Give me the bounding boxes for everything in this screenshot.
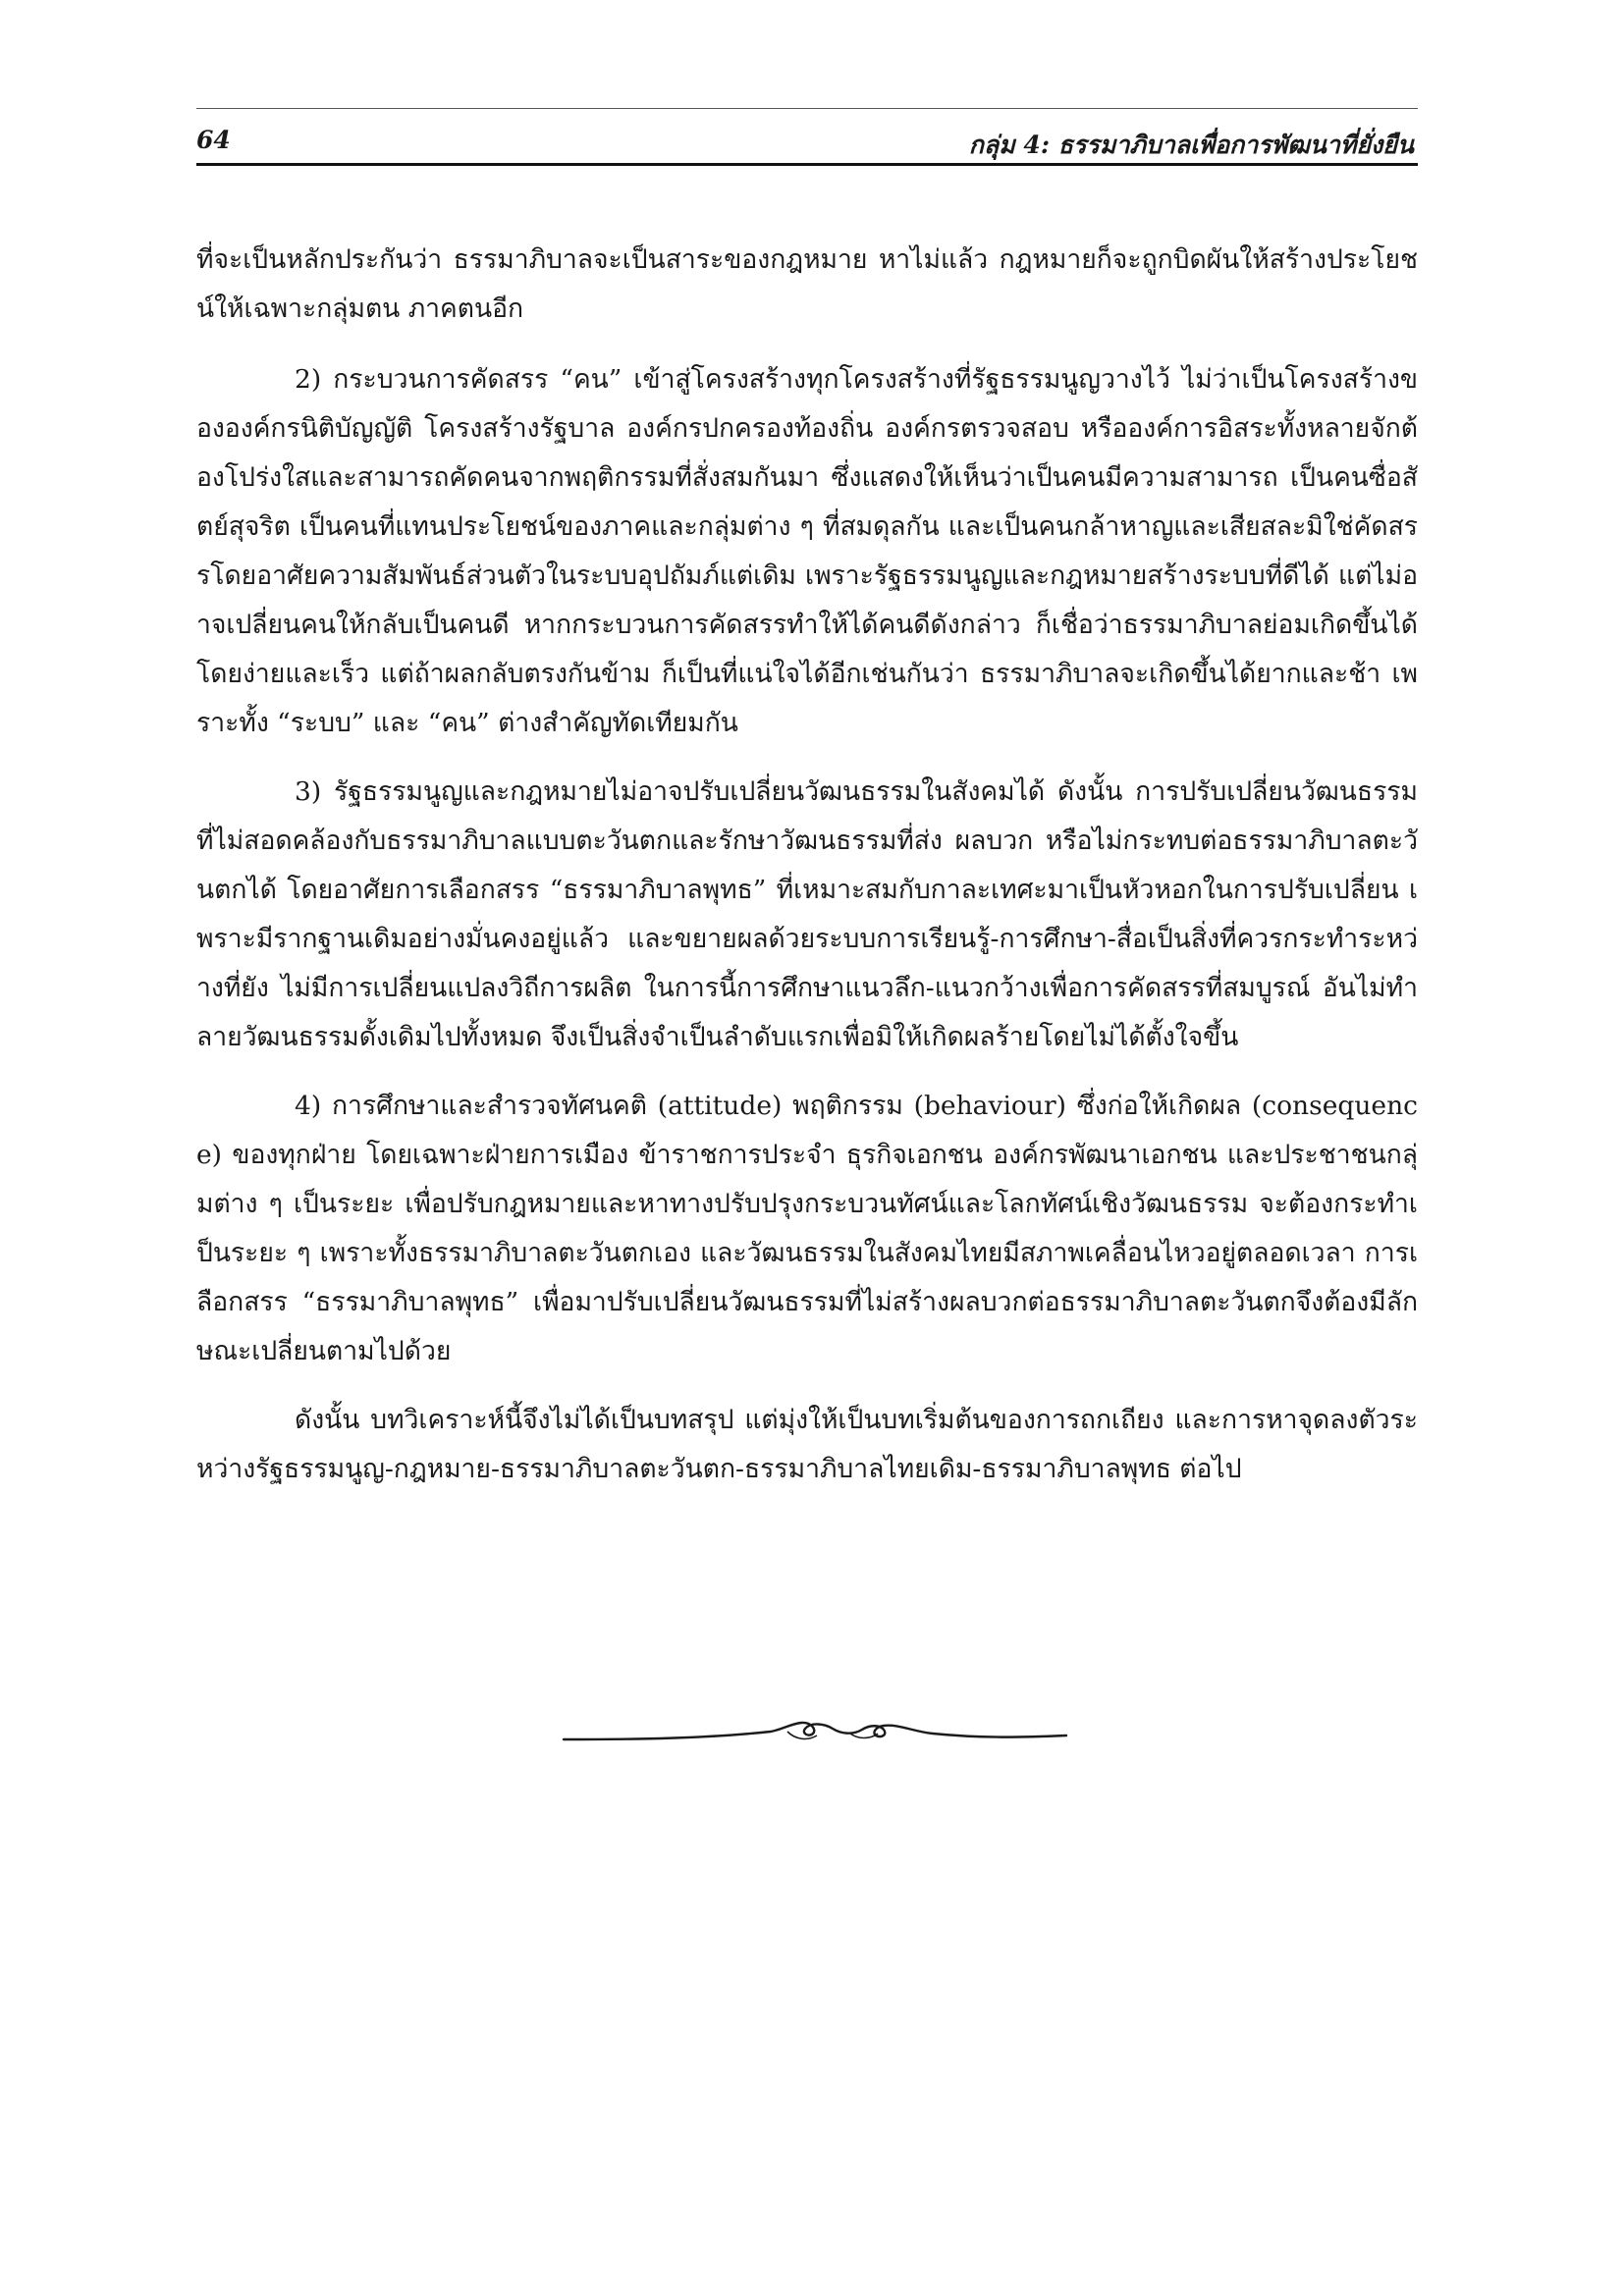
page-number: 64: [196, 126, 231, 154]
header-top-rule: [196, 108, 1418, 109]
body-text: [196, 236, 1418, 1514]
paragraph-continuation: ที่จะเป็นหลักประกันว่า ธรรมาภิบาลจะเป็นสาระของกฎหมาย หาไม่แล้ว กฎหมายก็จะถูกบิดผันให้สร้างประโยชน์ให้เฉพาะกลุ่มตน ภาคตนอีก: [196, 244, 1418, 324]
paragraph-item-2: 2) กระบวนการคัดสรร “คน” เข้าสู่โครงสร้างทุกโครงสร้างที่รัฐธรรมนูญวางไว้ ไม่ว่าเป็นโครงสร้างขององค์กรนิติบัญญัติ โครงสร้างรัฐบาล องค์กรปกครองท้องถิ่น องค์กรตรวจสอบ หรือองค์การอิสระทั้งหลายจักต้องโปร่งใสและสามารถคัดคนจากพฤติกรรมที่สั่งสมกันมา ซึ่งแสดงให้เห็นว่าเป็นคนมีความสามารถ เป็นคนซื่อสัตย์สุจริต เป็นคนที่แทนประโยชน์ของภาคและกลุ่มต่าง ๆ ที่สมดุลกัน และเป็นคนกล้าหาญและเสียสละมิใช่คัดสรรโดยอาศัยความสัมพันธ์ส่วนตัวในระบบอุปถัมภ์แต่เดิม เพราะรัฐธรรมนูญและกฎหมายสร้างระบบที่ดีได้ แต่ไม่อาจเปลี่ยนคนให้กลับเป็นคนดี หากกระบวนการคัดสรรทำให้ได้คนดีดังกล่าว ก็เชื่อว่าธรรมาภิบาลย่อมเกิดขึ้นได้โดยง่ายและเร็ว แต่ถ้าผลกลับตรงกันข้าม ก็เป็นที่แน่ใจได้อีกเช่นกันว่า ธรรมาภิบาลจะเกิดขึ้นได้ยากและช้า เพราะทั้ง “ระบบ” และ “คน” ต่างสำคัญทัดเทียมกัน: [196, 364, 1418, 738]
header-rule: [196, 163, 1418, 166]
paragraph-conclusion: ดังนั้น บทวิเคราะห์นี้จึงไม่ได้เป็นบทสรุป แต่มุ่งให้เป็นบทเริ่มต้นของการถกเถียง และการหาจุดลงตัวระหว่างรัฐธรรมนูญ-กฎหมาย-ธรรมาภิบาลตะวันตก-ธรรมาภิบาลไทยเดิม-ธรรมาภิบาลพุทธ ต่อไป: [196, 1405, 1418, 1484]
running-title: กลุ่ม 4: ธรรมาภิบาลเพื่อการพัฒนาที่ยั่งยืน: [968, 131, 1414, 159]
flourish-divider-icon: [560, 1710, 1070, 1759]
paragraph-item-3: 3) รัฐธรรมนูญและกฎหมายไม่อาจปรับเปลี่ยนวัฒนธรรมในสังคมได้ ดังนั้น การปรับเปลี่ยนวัฒนธรรมที่ไม่สอดคล้องกับธรรมาภิบาลแบบตะวันตกและรักษาวัฒนธรรมที่ส่ง ผลบวก หรือไม่กระทบต่อธรรมาภิบาลตะวันตกได้ โดยอาศัยการเลือกสรร “ธรรมาภิบาลพุทธ” ที่เหมาะสมกับกาละเทศะมาเป็นหัวหอกในการปรับเปลี่ยน เพราะมีรากฐานเดิมอย่างมั่นคงอยู่แล้ว และขยายผลด้วยระบบการเรียนรู้-การศึกษา-สื่อเป็นสิ่งที่ควรกระทำระหว่างที่ยัง ไม่มีการเปลี่ยนแปลงวิถีการผลิต ในการนี้การศึกษาแนวลึก-แนวกว้างเพื่อการคัดสรรที่สมบูรณ์ อันไม่ทำลายวัฒนธรรมดั้งเดิมไปทั้งหมด จึงเป็นสิ่งจำเป็นลำดับแรกเพื่อมิให้เกิดผลร้ายโดยไม่ได้ตั้งใจขึ้น: [196, 776, 1418, 1052]
paragraph-item-4: 4) การศึกษาและสำรวจทัศนคติ (attitude) พฤติกรรม (behaviour) ซึ่งก่อให้เกิดผล (consequence) ของทุกฝ่าย โดยเฉพาะฝ่ายการเมือง ข้าราชการประจำ ธุรกิจเอกชน องค์กรพัฒนาเอกชน และประชาชนกลุ่มต่าง ๆ เป็นระยะ เพื่อปรับกฎหมายและหาทางปรับปรุงกระบวนทัศน์และโลกทัศน์เชิงวัฒนธรรม จะต้องกระทำเป็นระยะ ๆ เพราะทั้งธรรมาภิบาลตะวันตกเอง และวัฒนธรรมในสังคมไทยมีสภาพเคลื่อนไหวอยู่ตลอดเวลา การเลือกสรร “ธรรมาภิบาลพุทธ” เพื่อมาปรับเปลี่ยนวัฒนธรรมที่ไม่สร้างผลบวกต่อธรรมาภิบาลตะวันตกจึงต้องมีลักษณะเปลี่ยนตามไปด้วย: [196, 1091, 1418, 1366]
